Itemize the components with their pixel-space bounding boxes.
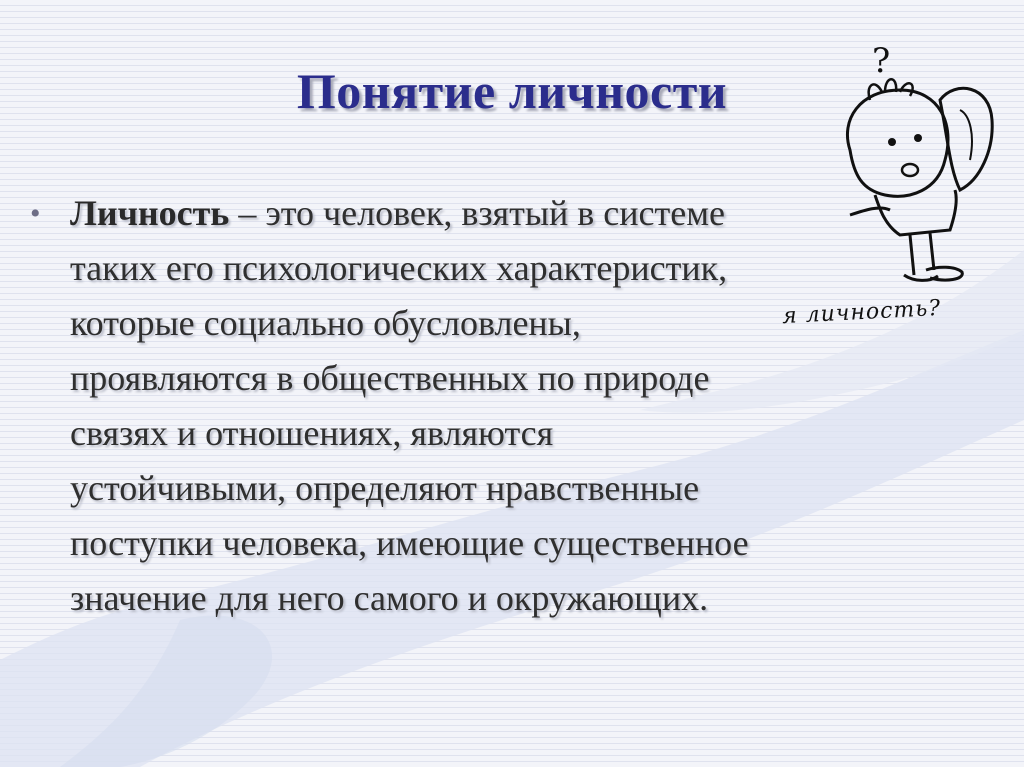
bullet-line-3: которые социально обусловлены, (70, 303, 581, 343)
bullet-line-7: поступки человека, имеющие существенное (70, 523, 749, 563)
content-area (30, 186, 930, 626)
bullet-line-4: проявляются в общественных по природе (70, 358, 710, 398)
term-bold: Личность (70, 193, 230, 233)
bullet-line-2: таких его психологических характеристик, (70, 248, 728, 288)
bullet-item (30, 186, 930, 626)
illustration-caption: я личность? (781, 295, 942, 330)
slide-title: Понятие личности (296, 63, 728, 119)
bullet-text-1: – это человек, взятый в системе (229, 193, 725, 233)
bullet-line-6: устойчивыми, определяют нравственные (70, 468, 700, 508)
bullet-line-5: связях и отношениях, являются (70, 413, 554, 453)
question-mark-icon: ? (872, 41, 891, 81)
bullet-line-8: значение для него самого и окружающих. (70, 578, 709, 618)
thinking-child-illustration (830, 30, 1020, 290)
bullet-marker: • (30, 197, 41, 230)
bullet-line-1 (70, 186, 930, 241)
